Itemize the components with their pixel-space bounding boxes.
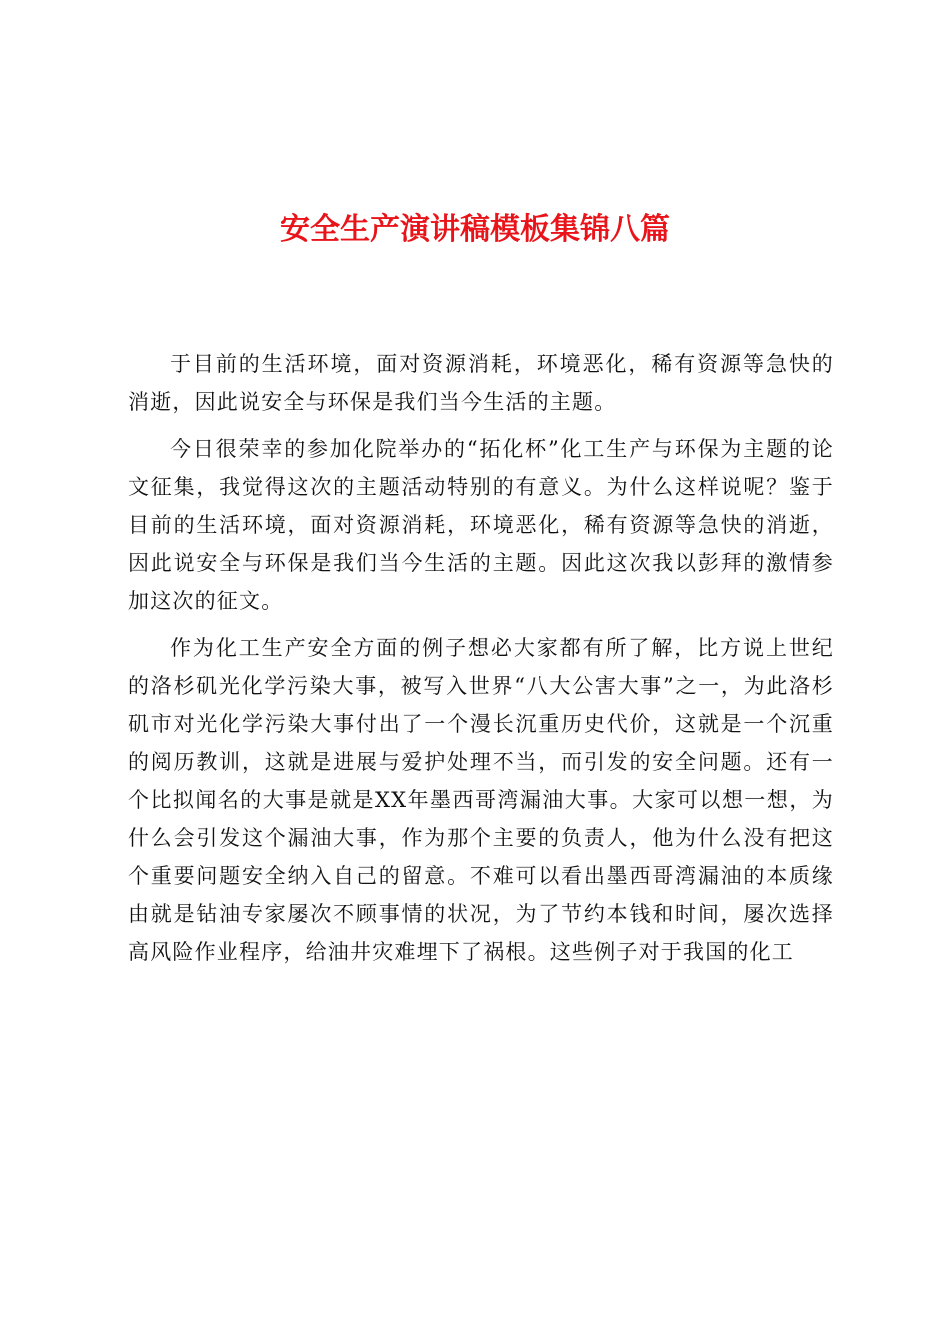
document-title: 安全生产演讲稿模板集锦八篇 <box>280 212 670 247</box>
document-body <box>128 345 834 980</box>
paragraph-2: 今日很荣幸的参加化院举办的“拓化杯”化工生产与环保为主题的论文征集，我觉得这次的主题活动特别的有意义。为什么这样说呢？鉴于目前的生活环境，面对资源消耗，环境恶化，稀有资源等急快的消逝，因此说安全与环保是我们当今生活的主题。因此这次我以彭拜的激情参加这次的征文。 <box>128 437 834 613</box>
paragraph-3: 作为化工生产安全方面的例子想必大家都有所了解，比方说上世纪的洛杉矶光化学污染大事，被写入世界“八大公害大事”之一，为此洛杉矶市对光化学污染大事付出了一个漫长沉重历史代价，这就是一个沉重的阅历教训，这就是进展与爱护处理不当，而引发的安全问题。还有一个比拟闻名的大事是就是XX年墨西哥湾漏油大事。大家可以想一想，为什么会引发这个漏油大事，作为那个主要的负责人，他为什么没有把这个重要问题安全纳入自己的留意。不难可以看出墨西哥湾漏油的本质缘由就是钻油专家屡次不顾事情的状况，为了节约本钱和时间，屡次选择高风险作业程序，给油井灾难埋下了祸根。这些例子对于我国的化工 <box>128 636 834 964</box>
paragraph-1: 于目前的生活环境，面对资源消耗，环境恶化，稀有资源等急快的消逝，因此说安全与环保是我们当今生活的主题。 <box>128 352 834 414</box>
